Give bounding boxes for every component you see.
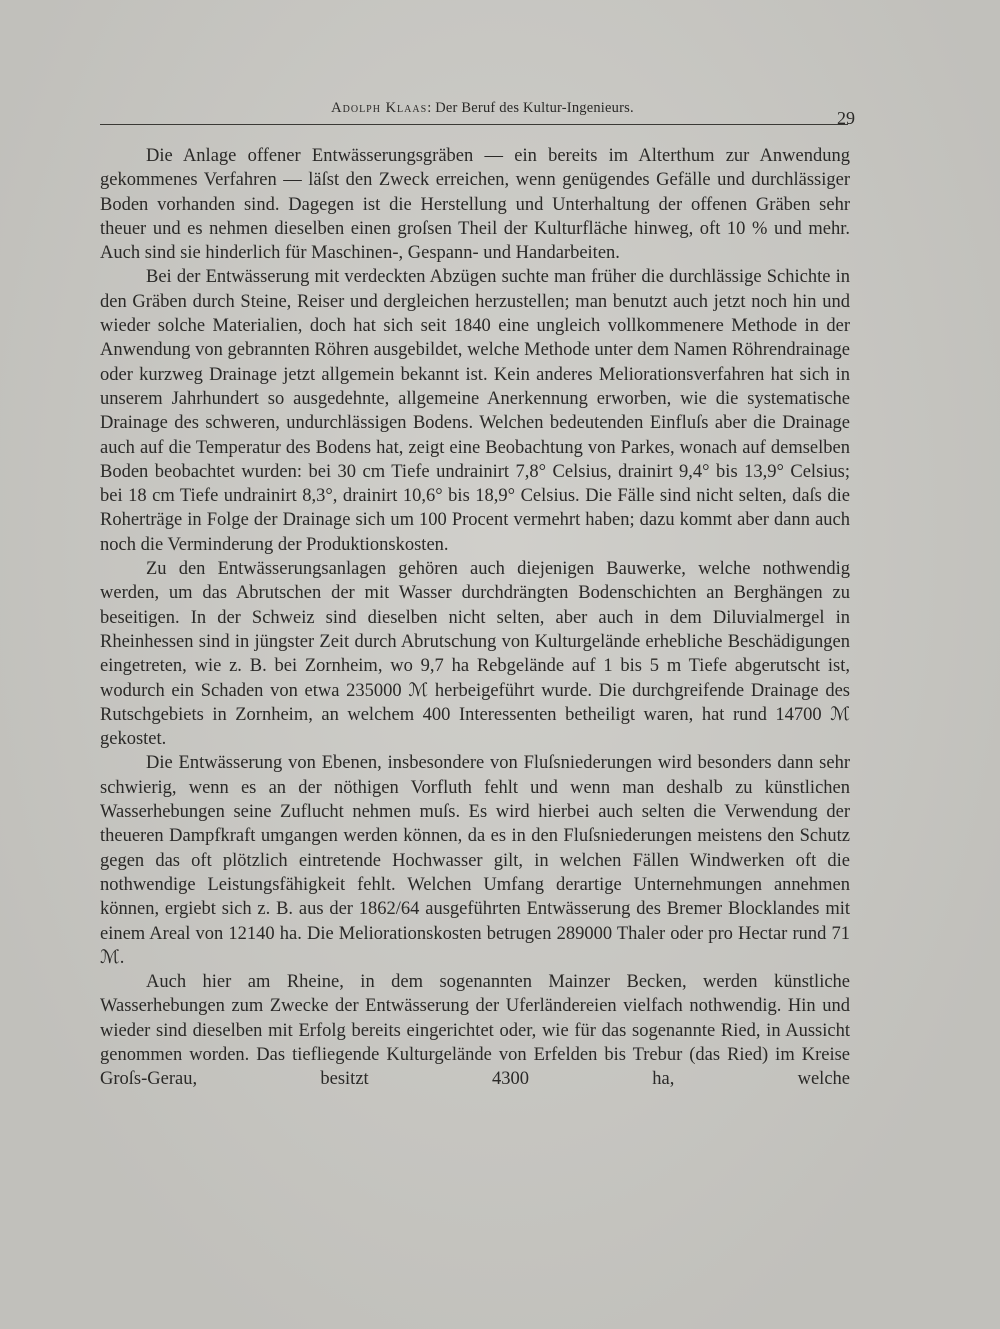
header-rule (100, 124, 848, 125)
author-name: Adolph Klaas (331, 100, 428, 116)
paragraph: Bei der Entwässerung mit verdeckten Abzügen suchte man früher die durchlässige Schichte in den Gräben durch Steine, Reiser und dergleichen herzustellen; man benutzt auch jetzt noch hin und wieder solche Materialien, doch hat sich seit 1840 eine ungleich vollkommenere Methode in der Anwendung von gebrannten Röhren ausgebildet, welche Methode unter dem Namen Röhrendrainage oder kurzweg Drainage jetzt allgemein bekannt ist. Kein anderes Meliorationsverfahren hat sich in unserem Jahrhundert so ausgedehnte, allgemeine Anerkennung erworben, wie die systematische Drainage des schweren, undurchlässigen Bodens. Welchen bedeutenden Einfluſs aber die Drainage auch auf die Temperatur des Bodens hat, zeigt eine Beobachtung von Parkes, wonach auf demselben Boden beobachtet wurden: bei 30 cm Tiefe undrainirt 7,8° Celsius, drainirt 9,4° bis 13,9° Celsius; bei 18 cm Tiefe undrainirt 8,3°, drainirt 10,6° bis 18,9° Celsius. Die Fälle sind nicht selten, daſs die Roherträge in Folge der Drainage sich um 100 Procent vermehrt haben; dazu kommt aber dann auch noch die Verminderung der Produktionskosten. (100, 267, 850, 555)
paragraph: Die Entwässerung von Ebenen, insbesondere von Fluſsniederungen wird besonders dann sehr schwierig, wenn es an der nöthigen Vorfluth fehlt und wenn man deshalb zu künstlichen Wasserhebungen seine Zuflucht nehmen muſs. Es wird hierbei auch selten die Verwendung der theueren Dampfkraft umgangen werden können, da es in den Fluſsniederungen meistens den Schutz gegen das oft plötzlich eintretende Hochwasser gilt, in welchen Fällen Windwerken oft die nothwendige Leistungsfähigkeit fehlt. Welchen Umfang derartige Unternehmungen annehmen können, ergiebt sich z. B. aus der 1862/64 ausgeführten Entwässerung des Bremer Blocklandes mit einem Areal von 12140 ha. Die Meliorationskosten betrugen 289000 Thaler oder pro Hectar rund 71 ℳ. (100, 753, 850, 968)
page-header (100, 100, 855, 128)
paragraph: Zu den Entwässerungsanlagen gehören auch diejenigen Bauwerke, welche nothwendig werden, um das Abrutschen der mit Wasser durchdrängten Bodenschichten an Berghängen zu beseitigen. In der Schweiz sind dieselben nicht selten, aber auch in dem Diluvialmergel in Rheinhessen sind in jüngster Zeit durch Abrutschung von Kulturgelände erhebliche Beschädigungen eingetreten, wie z. B. bei Zornheim, wo 9,7 ha Rebgelände auf 1 bis 5 m Tiefe abgerutscht ist, wodurch ein Schaden von etwa 235000 ℳ herbeigeführt wurde. Die durchgreifende Drainage des Rutschgebiets in Zornheim, an welchem 400 Interessenten betheiligt waren, hat rund 14700 ℳ gekostet. (100, 559, 850, 750)
running-title (100, 100, 865, 117)
book-title: : Der Beruf des Kultur-Ingenieurs. (427, 100, 634, 116)
paragraph: Auch hier am Rheine, in dem sogenannten Mainzer Becken, werden künstliche Wasserhebungen zum Zwecke der Entwässerung der Uferländereien vielfach nothwendig. Hin und wieder sind dieselben mit Erfolg bereits eingerichtet oder, wie für das sogenannte Ried, in Aussicht genommen worden. Das tiefliegende Kulturgelände von Erfelden bis Trebur (das Ried) im Kreise Groſs-Gerau, besitzt 4300 ha, welche (100, 972, 850, 1090)
body-text (100, 144, 850, 1092)
paragraph: Die Anlage offener Entwässerungsgräben — ein bereits im Alterthum zur Anwendung gekommenes Verfahren — läſst den Zweck erreichen, wenn genügendes Gefälle und durchlässiger Boden vorhanden sind. Dagegen ist die Herstellung und Unterhaltung der offenen Gräben sehr theuer und es nehmen dieselben einen groſsen Theil der Kulturfläche hinweg, oft 10 % und mehr. Auch sind sie hinderlich für Maschinen-, Gespann- und Handarbeiten. (100, 146, 850, 264)
page-number: 29 (837, 108, 855, 128)
